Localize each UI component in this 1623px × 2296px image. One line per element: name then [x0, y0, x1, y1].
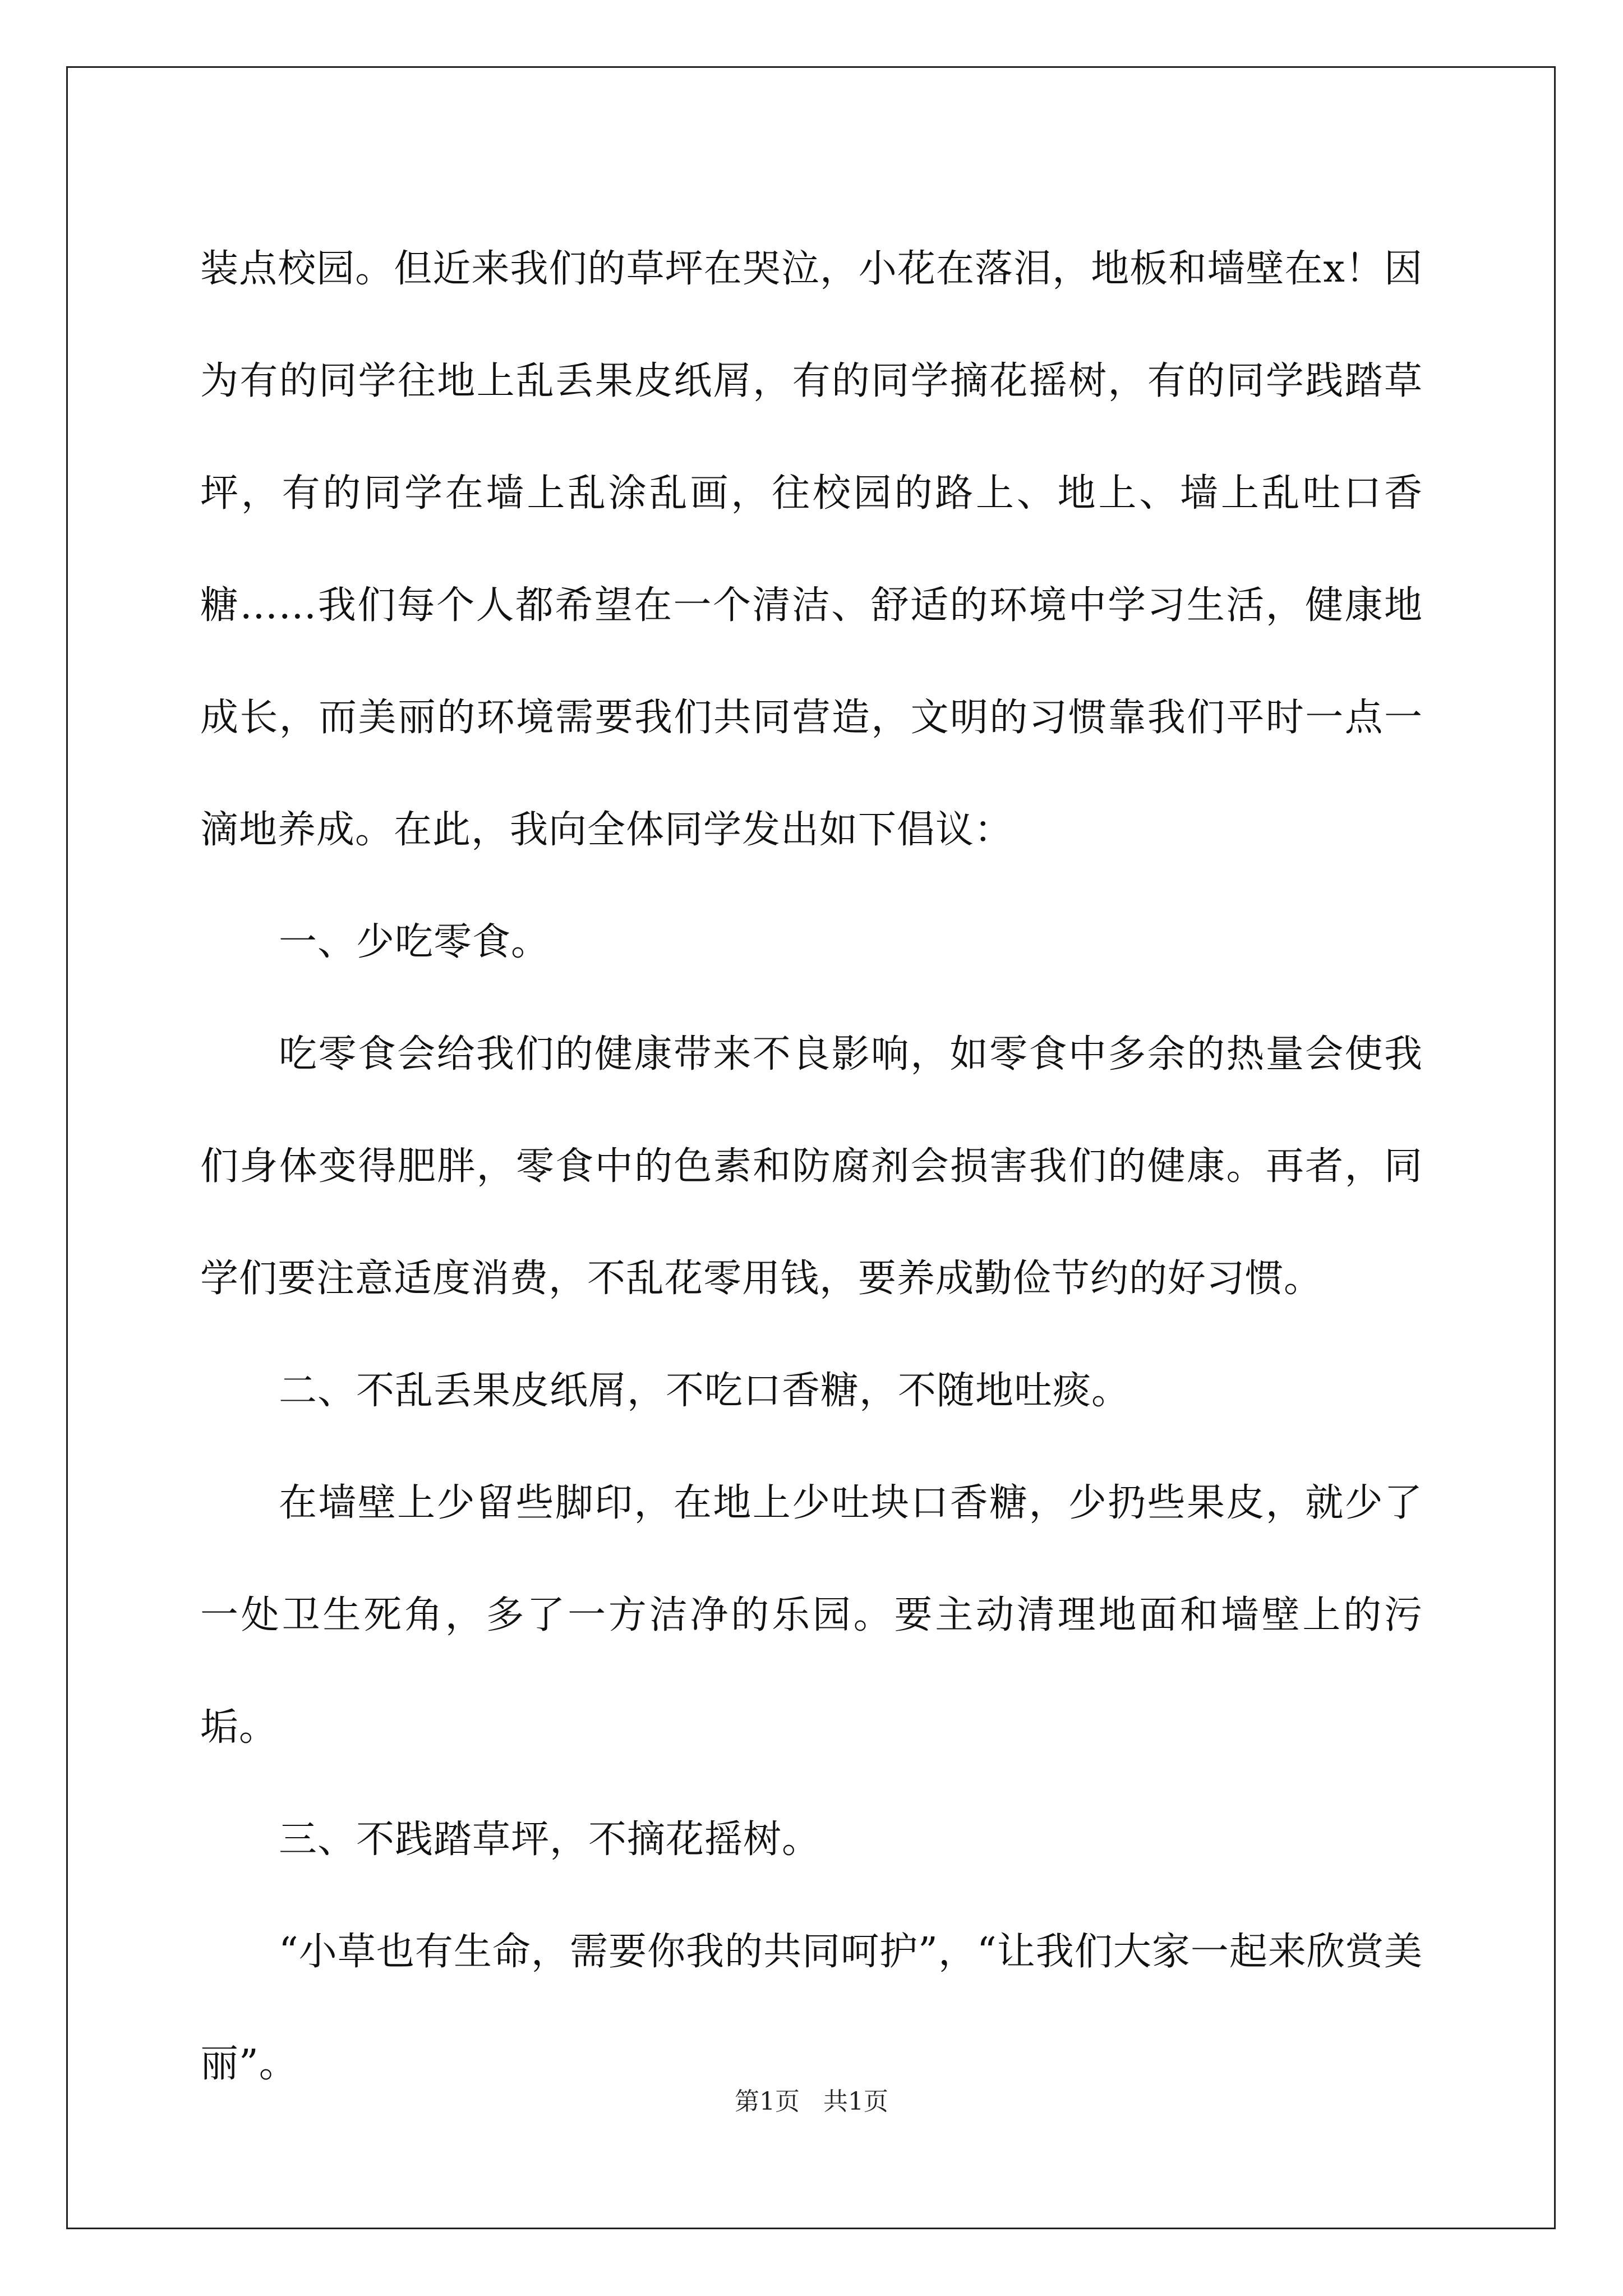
paragraph-item-3: “小草也有生命，需要你我的共同呵护”，“让我们大家一起来欣赏美丽”。	[200, 1930, 1423, 2086]
page-number: 第1页	[735, 2087, 800, 2116]
heading-item-2: 二、不乱丢果皮纸屑，不吃口香糖，不随地吐痰。	[279, 1369, 1131, 1413]
heading-item-1: 一、少吃零食。	[279, 920, 550, 964]
page-total: 共1页	[823, 2087, 888, 2116]
page-footer	[0, 2081, 1623, 2117]
heading-item-3: 三、不践踏草坪，不摘花摇树。	[279, 1818, 821, 1862]
paragraph-intro: 装点校园。但近来我们的草坪在哭泣，小花在落泪，地板和墙壁在x！因为有的同学往地上乱丢果皮纸屑，有的同学摘花摇树，有的同学践踏草坪，有的同学在墙上乱涂乱画，往校园的路上、地上、墙上乱吐口香糖……我们每个人都希望在一个清洁、舒适的环境中学习生活，健康地成长，而美丽的环境需要我们共同营造，文明的习惯靠我们平时一点一滴地养成。在此，我向全体同学发出如下倡议：	[200, 247, 1423, 852]
paragraph-item-2: 在墙壁上少留些脚印，在地上少吐块口香糖，少扔些果皮，就少了一处卫生死角，多了一方洁净的乐园。要主动清理地面和墙壁上的污垢。	[200, 1481, 1423, 1750]
document-body	[200, 213, 1423, 2120]
paragraph-item-1: 吃零食会给我们的健康带来不良影响，如零食中多余的热量会使我们身体变得肥胖，零食中的色素和防腐剂会损害我们的健康。再者，同学们要注意适度消费，不乱花零用钱，要养成勤俭节约的好习惯。	[200, 1032, 1423, 1301]
